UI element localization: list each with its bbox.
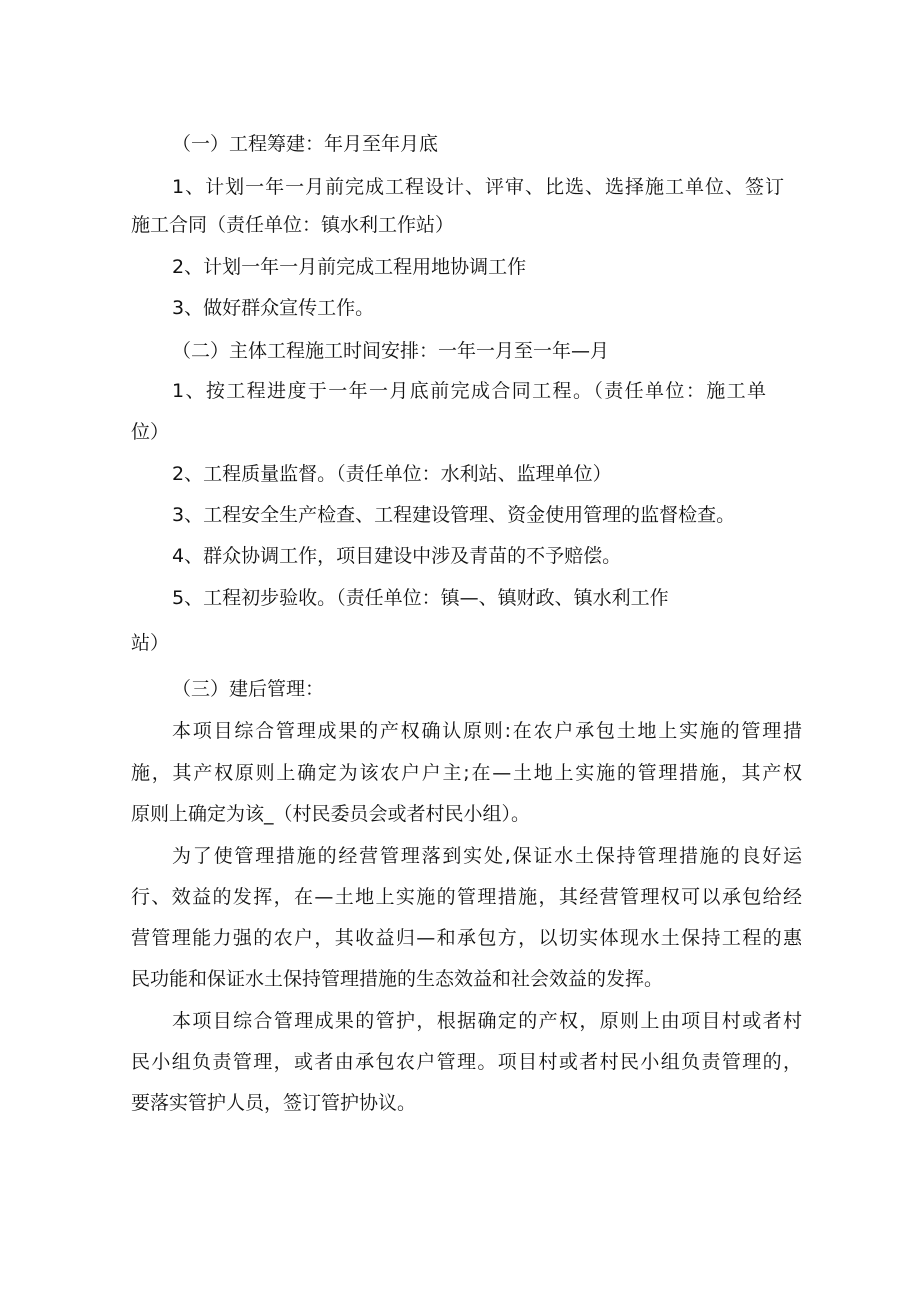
- section2-item1-line2: 位）: [131, 421, 170, 443]
- section3-paragraph2-line1: 为了使管理措施的经营管理落到实处,保证水土保持管理措施的良好运: [172, 845, 802, 867]
- section2-item2: 2、工程质量监督。（责任单位：水利站、监理单位）: [172, 463, 612, 485]
- section1-item3: 3、做好群众宣传工作。: [172, 297, 375, 319]
- section3-paragraph1-line2: 施，其产权原则上确定为该农户户主;在—土地上实施的管理措施，其产权: [131, 762, 802, 784]
- section1-item1-line1: 1、计划一年一月前完成工程设计、评审、比选、选择施工单位、签订: [172, 176, 784, 198]
- section-heading-2: （二）主体工程施工时间安排：一年一月至一年—月: [172, 340, 610, 362]
- section3-paragraph3-line1: 本项目综合管理成果的管护，根据确定的产权，原则上由项目村或者村: [172, 1010, 802, 1032]
- section-heading-1: （一）工程筹建：年月至年月底: [172, 133, 439, 155]
- section1-item2: 2、计划一年一月前完成工程用地协调工作: [172, 256, 527, 278]
- section3-paragraph3-line2: 民小组负责管理，或者由承包农户管理。项目村或者村民小组负责管理的，: [131, 1051, 802, 1073]
- section3-paragraph1-line3: 原则上确定为该_（村民委员会或者村民小组）。: [131, 803, 531, 825]
- section2-item1-line1: 1、按工程进度于一年一月底前完成合同工程。（责任单位：施工单: [172, 380, 766, 402]
- section3-paragraph2-line4: 民功能和保证水土保持管理措施的生态效益和社会效益的发挥。: [131, 968, 664, 990]
- section2-item4: 4、群众协调工作，项目建设中涉及青苗的不予赔偿。: [172, 545, 622, 567]
- section3-paragraph2-line3: 营管理能力强的农户，其收益归—和承包方，以切实体现水土保持工程的惠: [131, 927, 802, 949]
- section2-item5-line2: 站）: [131, 632, 170, 654]
- section-heading-3: （三）建后管理：: [172, 678, 325, 700]
- section2-item3: 3、工程安全生产检查、工程建设管理、资金使用管理的监督检查。: [172, 504, 736, 526]
- section3-paragraph2-line2: 行、效益的发挥，在—土地上实施的管理措施，其经营管理权可以承包给经: [131, 886, 802, 908]
- section3-paragraph1-line1: 本项目综合管理成果的产权确认原则:在农户承包土地上实施的管理措: [172, 720, 802, 742]
- section2-item5-line1: 5、工程初步验收。（责任单位：镇—、镇财政、镇水利工作: [172, 587, 669, 609]
- section3-paragraph3-line3: 要落实管护人员，签订管护协议。: [131, 1092, 417, 1114]
- section1-item1-line2: 施工合同（责任单位：镇水利工作站）: [131, 214, 455, 236]
